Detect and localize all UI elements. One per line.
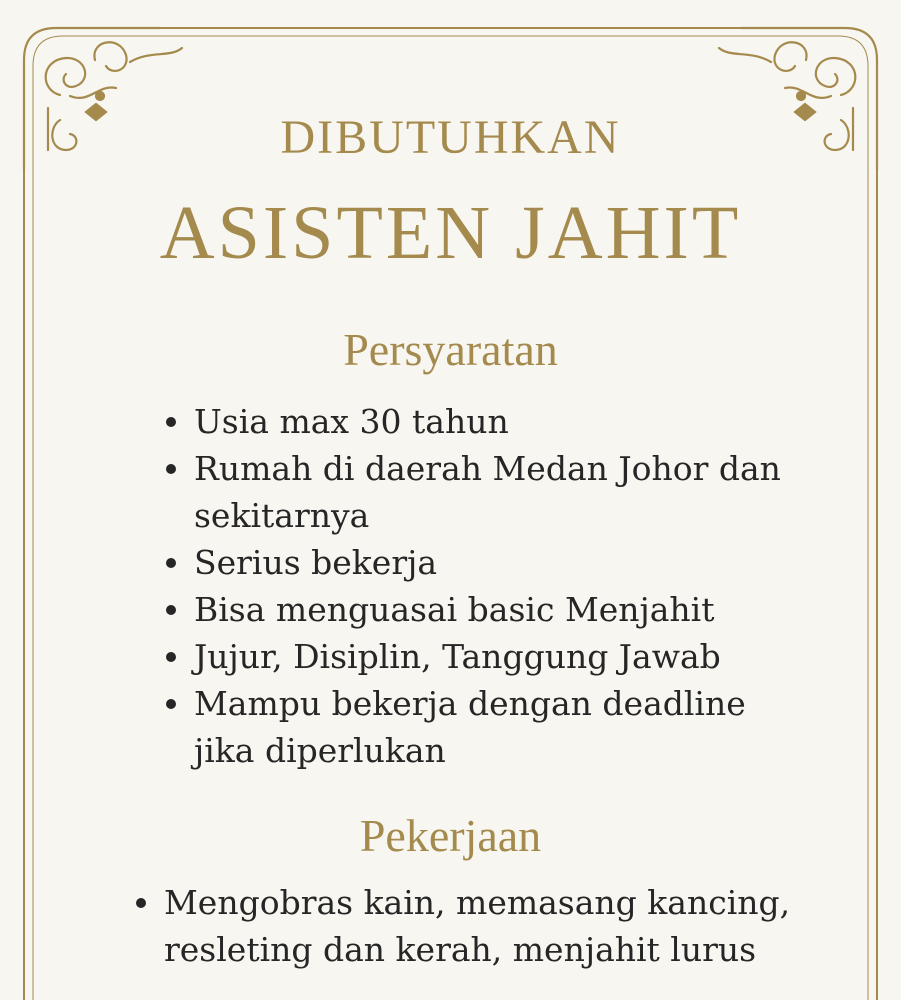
list-item: Jujur, Disiplin, Tanggung Jawab [160, 633, 800, 680]
job-heading: Pekerjaan [359, 810, 542, 861]
requirements-heading: Persyaratan [343, 324, 558, 375]
job-list [130, 879, 830, 973]
requirements-list [160, 398, 800, 774]
list-item: Bisa menguasai basic Menjahit [160, 586, 800, 633]
list-item: Mengobras kain, memasang kancing, resleting dan kerah, menjahit lurus [130, 879, 830, 973]
list-item: Rumah di daerah Medan Johor dan sekitarnya [160, 445, 800, 539]
list-item: Mampu bekerja dengan deadline jika diperlukan [160, 680, 800, 774]
list-item: Usia max 30 tahun [160, 398, 800, 445]
title-top: DIBUTUHKAN [280, 111, 621, 164]
list-item: Serius bekerja [160, 539, 800, 586]
title-main: ASISTEN JAHIT [159, 191, 742, 275]
